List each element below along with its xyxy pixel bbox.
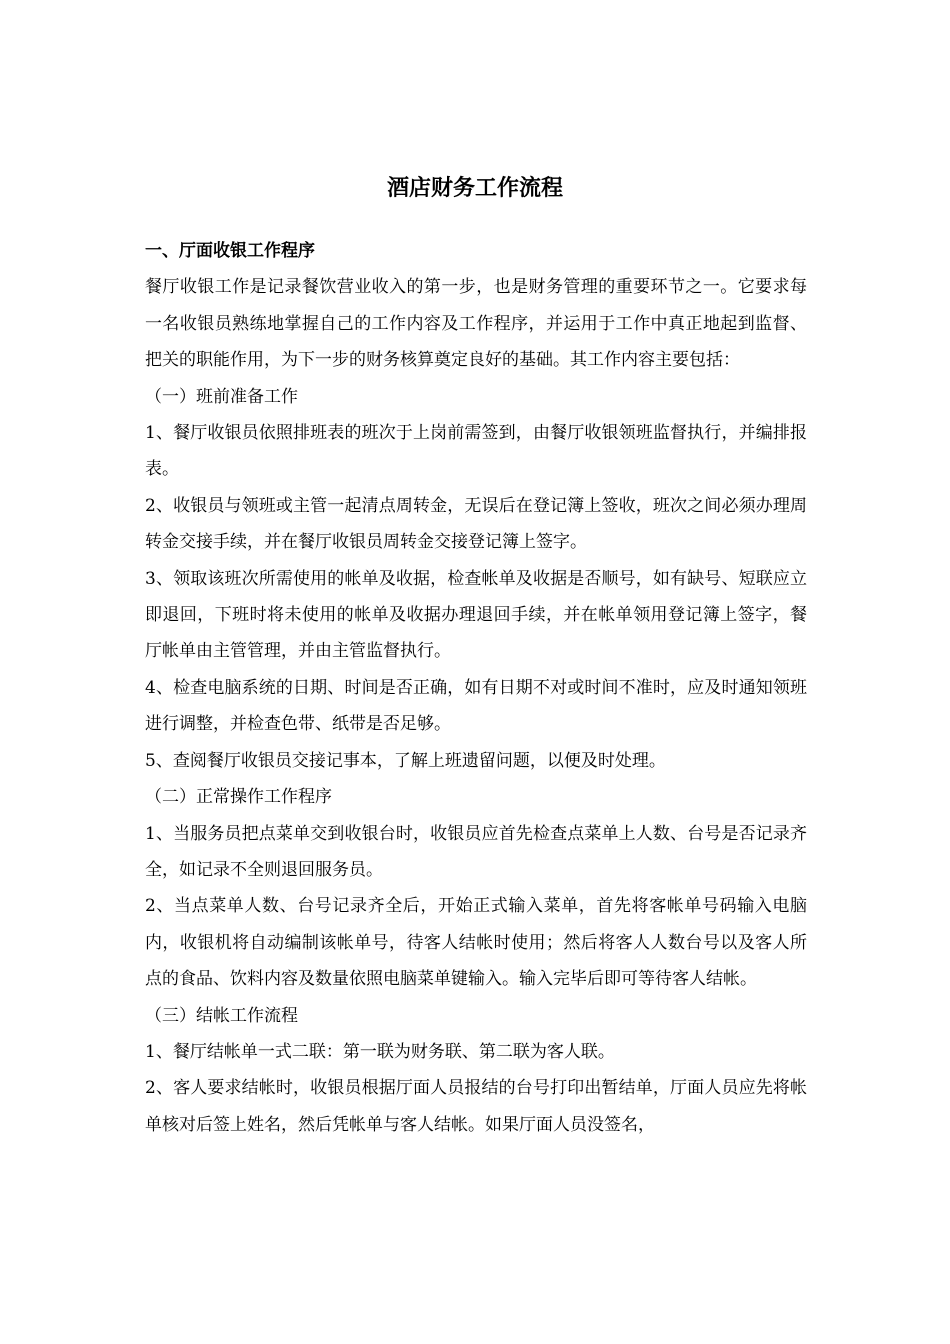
subheading-normal-operation: （二）正常操作工作程序 (145, 787, 332, 808)
list-item: 2、当点菜单人数、台号记录齐全后，开始正式输入菜单，首先将客帐单号码输入电脑内，收银机将自动编制该帐单号，待客人结帐时使用；然后将客人人数台号以及客人所点的食品、饮料内容及数量依照电脑菜单键输入。输入完毕后即可等待客人结帐。 (145, 896, 807, 990)
list-item: 5、查阅餐厅收银员交接记事本，了解上班遗留问题，以便及时处理。 (145, 750, 666, 771)
list-item: 4、检查电脑系统的日期、时间是否正确，如有日期不对或时间不准时，应及时通知领班进行调整，并检查色带、纸带是否足够。 (145, 677, 807, 735)
list-item: 2、客人要求结帐时，收银员根据厅面人员报结的台号打印出暂结单，厅面人员应先将帐单核对后签上姓名，然后凭帐单与客人结帐。如果厅面人员没签名， (145, 1078, 807, 1135)
list-item: 2、收银员与领班或主管一起清点周转金，无误后在登记簿上签收，班次之间必须办理周转金交接手续，并在餐厅收银员周转金交接登记簿上签字。 (145, 495, 807, 553)
section-heading-cashier-procedure: 一、厅面收银工作程序 (145, 241, 315, 261)
list-item: 3、领取该班次所需使用的帐单及收据，检查帐单及收据是否顺号，如有缺号、短联应立即退回，下班时将未使用的帐单及收据办理退回手续，并在帐单领用登记簿上签字，餐厅帐单由主管管理，并由主管监督执行。 (145, 568, 807, 662)
document-title: 酒店财务工作流程 (386, 175, 563, 201)
intro-paragraph: 餐厅收银工作是记录餐饮营业收入的第一步，也是财务管理的重要环节之一。它要求每一名收银员熟练地掌握自己的工作内容及工作程序，并运用于工作中真正地起到监督、把关的职能作用，为下一步的财务核算奠定良好的基础。其工作内容主要包括： (145, 277, 807, 371)
list-item: 1、当服务员把点菜单交到收银台时，收银员应首先检查点菜单上人数、台号是否记录齐全，如记录不全则退回服务员。 (145, 823, 807, 880)
list-item: 1、餐厅收银员依照排班表的班次于上岗前需签到，由餐厅收银领班监督执行，并编排报表。 (145, 423, 807, 480)
list-item: 1、餐厅结帐单一式二联：第一联为财务联、第二联为客人联。 (145, 1041, 615, 1062)
subheading-checkout-process: （三）结帐工作流程 (145, 1005, 298, 1026)
document-body (145, 233, 807, 1143)
subheading-pre-shift-preparation: （一）班前准备工作 (145, 386, 298, 407)
